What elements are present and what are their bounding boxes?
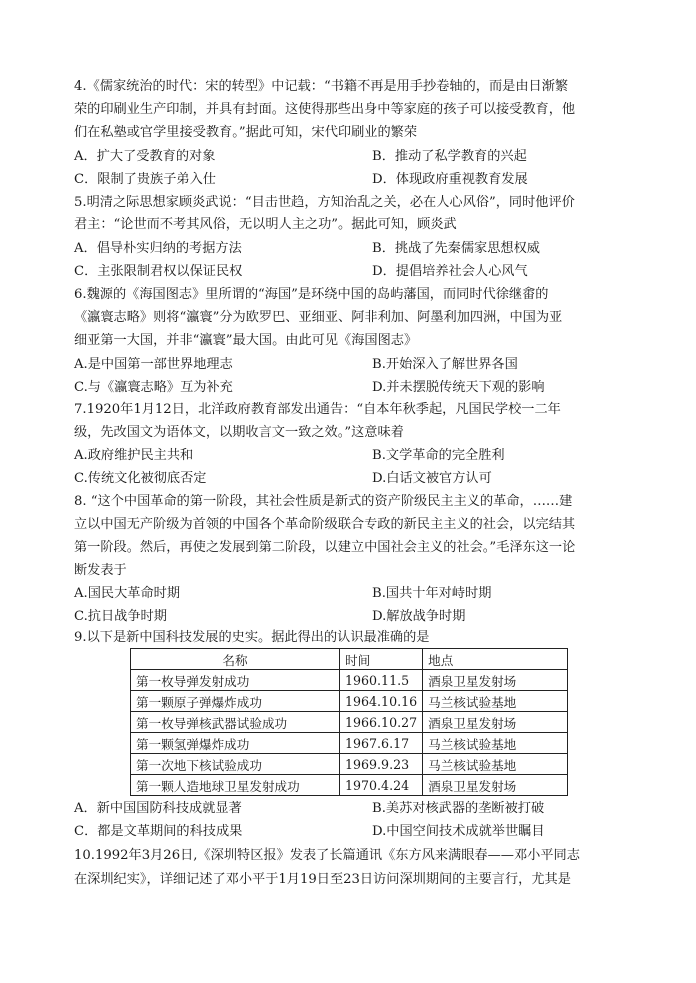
q5-option-c[interactable]: C．主张限制君权以保证民权 bbox=[74, 264, 243, 279]
q4-option-b[interactable]: B．推动了私学教育的兴起 bbox=[372, 149, 527, 164]
table-row bbox=[131, 712, 568, 733]
q8-option-a[interactable]: A.国民大革命时期 bbox=[74, 586, 181, 601]
q4-stem-line-2: 荣的印刷业生产印制，并具有封面。这使得那些出身中等家庭的孩子可以接受教育，他 bbox=[74, 102, 576, 117]
q8-stem-line-3: 第一阶段。然后，再使之发展到第二阶段，以建立中国社会主义的社会。”毛泽东这一论 bbox=[74, 540, 576, 555]
q8-stem-line-4: 断发表于 bbox=[74, 563, 127, 578]
q4-stem-line-1: 4.《儒家统治的时代：宋的转型》中记载：“书籍不再是用手抄卷轴的，而是由日渐繁 bbox=[74, 79, 569, 94]
q9-header-time: 时间 bbox=[340, 649, 423, 670]
q4-stem-line-3: 们在私塾或官学里接受教育。”据此可知，宋代印刷业的繁荣 bbox=[74, 125, 418, 140]
q9-cell-time: 1964.10.16 bbox=[340, 691, 423, 712]
q9-cell-place: 马兰核试验基地 bbox=[423, 733, 568, 754]
q9-cell-time: 1960.11.5 bbox=[340, 670, 423, 691]
q9-table-header-row bbox=[131, 649, 568, 670]
q9-cell-place: 酒泉卫星发射场 bbox=[423, 775, 568, 796]
q5-option-a[interactable]: A．倡导朴实归纳的考据方法 bbox=[74, 241, 242, 256]
q5-option-b[interactable]: B．挑战了先秦儒家思想权威 bbox=[372, 241, 540, 256]
q9-cell-name: 第一枚导弹发射成功 bbox=[131, 670, 340, 691]
table-row bbox=[131, 775, 568, 796]
q5-option-d[interactable]: D．提倡培养社会人心风气 bbox=[372, 264, 528, 279]
q9-stem: 9.以下是新中国科技发展的史实。据此得出的认识最准确的是 bbox=[74, 630, 430, 645]
q5-stem-line-2: 君主：“论世而不考其风俗，无以明人主之功”。据此可知，顾炎武 bbox=[74, 217, 457, 232]
q7-option-a[interactable]: A.政府维护民主共和 bbox=[74, 448, 194, 463]
q6-stem-line-3: 细亚第一大国，并非“瀛寰”最大国。由此可见《海国图志》 bbox=[74, 333, 418, 348]
q4-option-d[interactable]: D．体现政府重视教育发展 bbox=[372, 172, 528, 187]
q5-stem-line-1: 5.明清之际思想家顾炎武说：“目击世趋，方知治乱之关，必在人心风俗”，同时他评价 bbox=[74, 195, 575, 210]
table-row bbox=[131, 670, 568, 691]
q4-option-c[interactable]: C．限制了贵族子弟入仕 bbox=[74, 172, 216, 187]
q8-stem-line-2: 立以中国无产阶级为首领的中国各个革命阶级联合专政的新民主主义的社会，以完结其 bbox=[74, 517, 576, 532]
q9-table bbox=[130, 648, 568, 796]
table-row bbox=[131, 754, 568, 775]
q9-cell-name: 第一颗氢弹爆炸成功 bbox=[131, 733, 340, 754]
q10-stem-line-1: 10.1992年3月26日,《深圳特区报》发表了长篇通讯《东方风来满眼春——邓小平同志 bbox=[74, 848, 580, 863]
q9-option-a[interactable]: A．新中国国防科技成就显著 bbox=[74, 801, 242, 816]
q9-cell-name: 第一颗人造地球卫星发射成功 bbox=[131, 775, 340, 796]
table-row bbox=[131, 733, 568, 754]
q7-option-c[interactable]: C.传统文化被彻底否定 bbox=[74, 471, 207, 486]
q6-option-c[interactable]: C.与《瀛寰志略》互为补充 bbox=[74, 380, 233, 395]
q9-cell-place: 酒泉卫星发射场 bbox=[423, 712, 568, 733]
q9-cell-place: 酒泉卫星发射场 bbox=[423, 670, 568, 691]
q8-option-d[interactable]: D.解放战争时期 bbox=[372, 609, 466, 624]
q8-option-b[interactable]: B.国共十年对峙时期 bbox=[372, 586, 492, 601]
table-row bbox=[131, 691, 568, 712]
q9-option-b[interactable]: B.美苏对核武器的垄断被打破 bbox=[372, 801, 545, 816]
q9-cell-time: 1969.9.23 bbox=[340, 754, 423, 775]
q7-stem-line-1: 7.1920年1月12日，北洋政府教育部发出通告：“自本年秋季起，凡国民学校一二年 bbox=[74, 402, 561, 417]
q8-stem-line-1: 8. “这个中国革命的第一阶段，其社会性质是新式的资产阶级民主主义的革命，……建 bbox=[74, 494, 573, 509]
q6-option-b[interactable]: B.开始深入了解世界各国 bbox=[372, 357, 518, 372]
q6-option-a[interactable]: A.是中国第一部世界地理志 bbox=[74, 357, 233, 372]
q7-option-d[interactable]: D.白话文被官方认可 bbox=[372, 471, 492, 486]
q9-header-place: 地点 bbox=[423, 649, 568, 670]
q7-option-b[interactable]: B.文学革命的完全胜利 bbox=[372, 448, 505, 463]
q9-cell-place: 马兰核试验基地 bbox=[423, 691, 568, 712]
q9-option-c[interactable]: C．都是文革期间的科技成果 bbox=[74, 824, 243, 839]
q8-option-c[interactable]: C.抗日战争时期 bbox=[74, 609, 167, 624]
q9-cell-place: 马兰核试验基地 bbox=[423, 754, 568, 775]
q9-cell-name: 第一次地下核试验成功 bbox=[131, 754, 340, 775]
q9-cell-time: 1966.10.27 bbox=[340, 712, 423, 733]
q9-cell-name: 第一枚导弹核武器试验成功 bbox=[131, 712, 340, 733]
q7-stem-line-2: 级，先改国文为语体文，以期收言文一致之效。”这意味着 bbox=[74, 425, 404, 440]
q6-stem-line-1: 6.魏源的《海国图志》里所谓的“海国”是环绕中国的岛屿藩国，而同时代徐继畬的 bbox=[74, 287, 549, 302]
q9-header-name: 名称 bbox=[131, 649, 340, 670]
q9-cell-time: 1967.6.17 bbox=[340, 733, 423, 754]
q6-option-d[interactable]: D.并未摆脱传统天下观的影响 bbox=[372, 380, 545, 395]
q6-stem-line-2: 《瀛寰志略》则将“瀛寰”分为欧罗巴、亚细亚、阿非利加、阿墨利加四洲，中国为亚 bbox=[74, 310, 563, 325]
q9-option-d[interactable]: D.中国空间技术成就举世瞩目 bbox=[372, 824, 545, 839]
q10-stem-line-2: 在深圳纪实》，详细记述了邓小平于1月19日至23日访问深圳期间的主要言行，尤其是 bbox=[74, 872, 571, 887]
q9-cell-name: 第一颗原子弹爆炸成功 bbox=[131, 691, 340, 712]
q9-cell-time: 1970.4.24 bbox=[340, 775, 423, 796]
q4-option-a[interactable]: A．扩大了受教育的对象 bbox=[74, 149, 216, 164]
